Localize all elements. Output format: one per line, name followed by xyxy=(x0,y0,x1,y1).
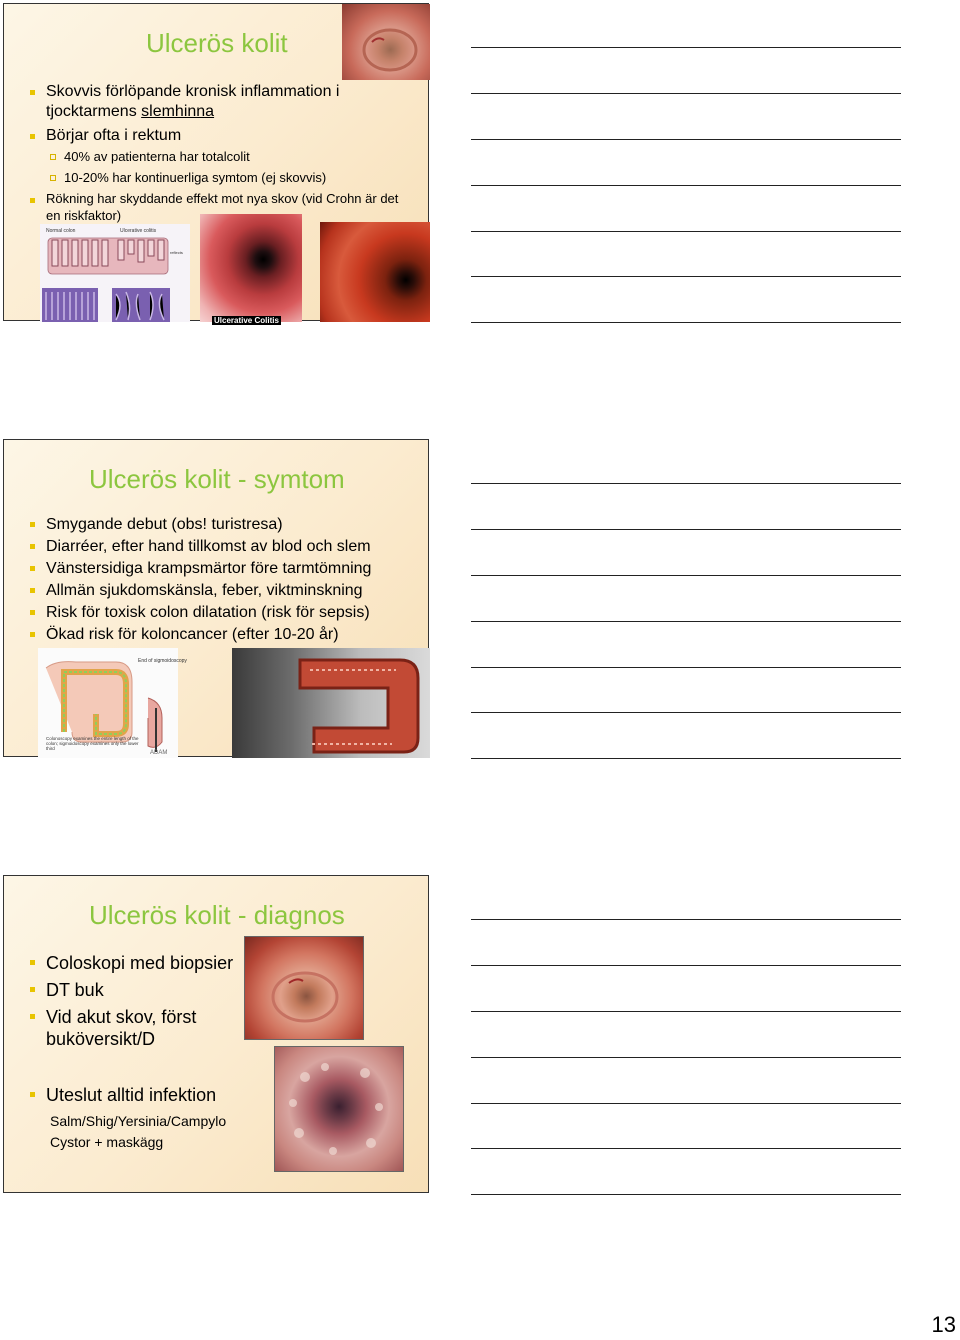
bullet-item: Smygande debut (obs! turistresa) xyxy=(44,514,424,536)
note-line[interactable] xyxy=(471,322,901,323)
note-line[interactable] xyxy=(471,185,901,186)
illustration-caption: Colonoscopy examines the entire length of the colon; sigmoidoscopy examines only the lower third xyxy=(46,736,139,751)
note-line[interactable] xyxy=(471,1148,901,1149)
bullet-item: Börjar ofta i rektum xyxy=(44,126,374,146)
note-line[interactable] xyxy=(471,919,901,920)
svg-text:Normal colon: Normal colon xyxy=(46,228,76,234)
colon-lumen-icon xyxy=(245,937,363,1039)
bullet-item: Risk för toxisk colon dilatation (risk för sepsis) xyxy=(44,602,424,624)
note-line[interactable] xyxy=(471,621,901,622)
slide-1-sub-bullets xyxy=(62,148,392,187)
note-line[interactable] xyxy=(471,575,901,576)
endoscopy-photo-uc-2 xyxy=(320,222,430,322)
specimen-icon xyxy=(232,648,430,758)
infection-note-1: Salm/Shig/Yersinia/Campylo xyxy=(50,1113,227,1129)
endoscopy-photo-diagnos-2 xyxy=(274,1046,404,1172)
note-line[interactable] xyxy=(471,139,901,140)
note-line[interactable] xyxy=(471,47,901,48)
note-line[interactable] xyxy=(471,667,901,668)
bullet-item: Skovvis förlöpande kronisk inflammation i tjocktarmens slemhinna xyxy=(44,82,374,122)
note-lines-3 xyxy=(471,872,901,1202)
note-lines-2 xyxy=(471,436,901,766)
slide-1 xyxy=(3,3,429,325)
slide-3 xyxy=(3,875,429,1193)
colon-specimen-photo xyxy=(232,648,430,758)
infection-note-2: Cystor + maskägg xyxy=(50,1134,164,1150)
bullet-item: Vid akut skov, först buköversikt/D xyxy=(44,1006,244,1050)
page-number: 13 xyxy=(931,1312,956,1337)
histology-diagram xyxy=(40,224,190,322)
note-line[interactable] xyxy=(471,1103,901,1104)
endoscopy-photo-top xyxy=(342,4,430,80)
svg-text:reflects: reflects xyxy=(170,250,183,255)
note-line[interactable] xyxy=(471,483,901,484)
svg-text:End of sigmoidoscopy: End of sigmoidoscopy xyxy=(138,658,187,664)
sub-bullet-item: 10-20% har kontinuerliga symtom (ej skovvis) xyxy=(62,169,392,187)
bullet-item: Rökning har skyddande effekt mot nya skov (vid Crohn är det en riskfaktor) xyxy=(46,191,399,223)
note-line[interactable] xyxy=(471,758,901,759)
bullet-item: Uteslut alltid infektion xyxy=(44,1084,284,1106)
note-line[interactable] xyxy=(471,93,901,94)
note-line[interactable] xyxy=(471,1057,901,1058)
note-line[interactable] xyxy=(471,276,901,277)
slemhinna-link[interactable]: slemhinna xyxy=(141,103,215,120)
bullet-item: Vänstersidiga krampsmärtor före tarmtömning xyxy=(44,558,424,580)
colon-lumen-icon xyxy=(342,4,430,80)
slide-3-title: Ulcerös kolit - diagnos xyxy=(89,900,345,930)
bullet-item: Allmän sjukdomskänsla, feber, viktminskning xyxy=(44,580,424,602)
bullet-item: DT buk xyxy=(44,979,244,1001)
note-line[interactable] xyxy=(471,712,901,713)
note-line[interactable] xyxy=(471,1194,901,1195)
endoscopy-photo-uc-1 xyxy=(200,214,302,325)
note-lines-1 xyxy=(471,0,901,330)
bullet-item: Ökad risk för koloncancer (efter 10-20 år) xyxy=(44,624,424,646)
note-line[interactable] xyxy=(471,965,901,966)
note-line[interactable] xyxy=(471,529,901,530)
slide-2 xyxy=(3,439,429,757)
slide-3-bullets-2 xyxy=(44,1084,284,1106)
bullet-item: Coloskopi med biopsier xyxy=(44,952,244,974)
note-line[interactable] xyxy=(471,1011,901,1012)
bullet-item: Diarréer, efter hand tillkomst av blod och slem xyxy=(44,536,424,558)
svg-text:Ulcerative colitis: Ulcerative colitis xyxy=(120,228,157,234)
endoscopy-photo-diagnos-1 xyxy=(244,936,364,1040)
adam-logo: ADAM xyxy=(150,750,168,756)
mucosa-icon xyxy=(275,1047,403,1171)
note-line[interactable] xyxy=(471,231,901,232)
slide-2-title: Ulcerös kolit - symtom xyxy=(89,464,345,494)
colon-wall-diagram-icon xyxy=(40,224,190,322)
colonoscopy-illustration xyxy=(38,648,187,758)
slide-2-bullets xyxy=(44,514,424,646)
slide-1-title: Ulcerös kolit xyxy=(146,28,288,58)
slide-3-bullets xyxy=(44,952,244,1050)
slide-1-bullets xyxy=(44,82,374,146)
photo-caption: Ulcerative Colitis xyxy=(214,316,279,325)
sub-bullet-item: 40% av patienterna har totalcolit xyxy=(62,148,392,166)
